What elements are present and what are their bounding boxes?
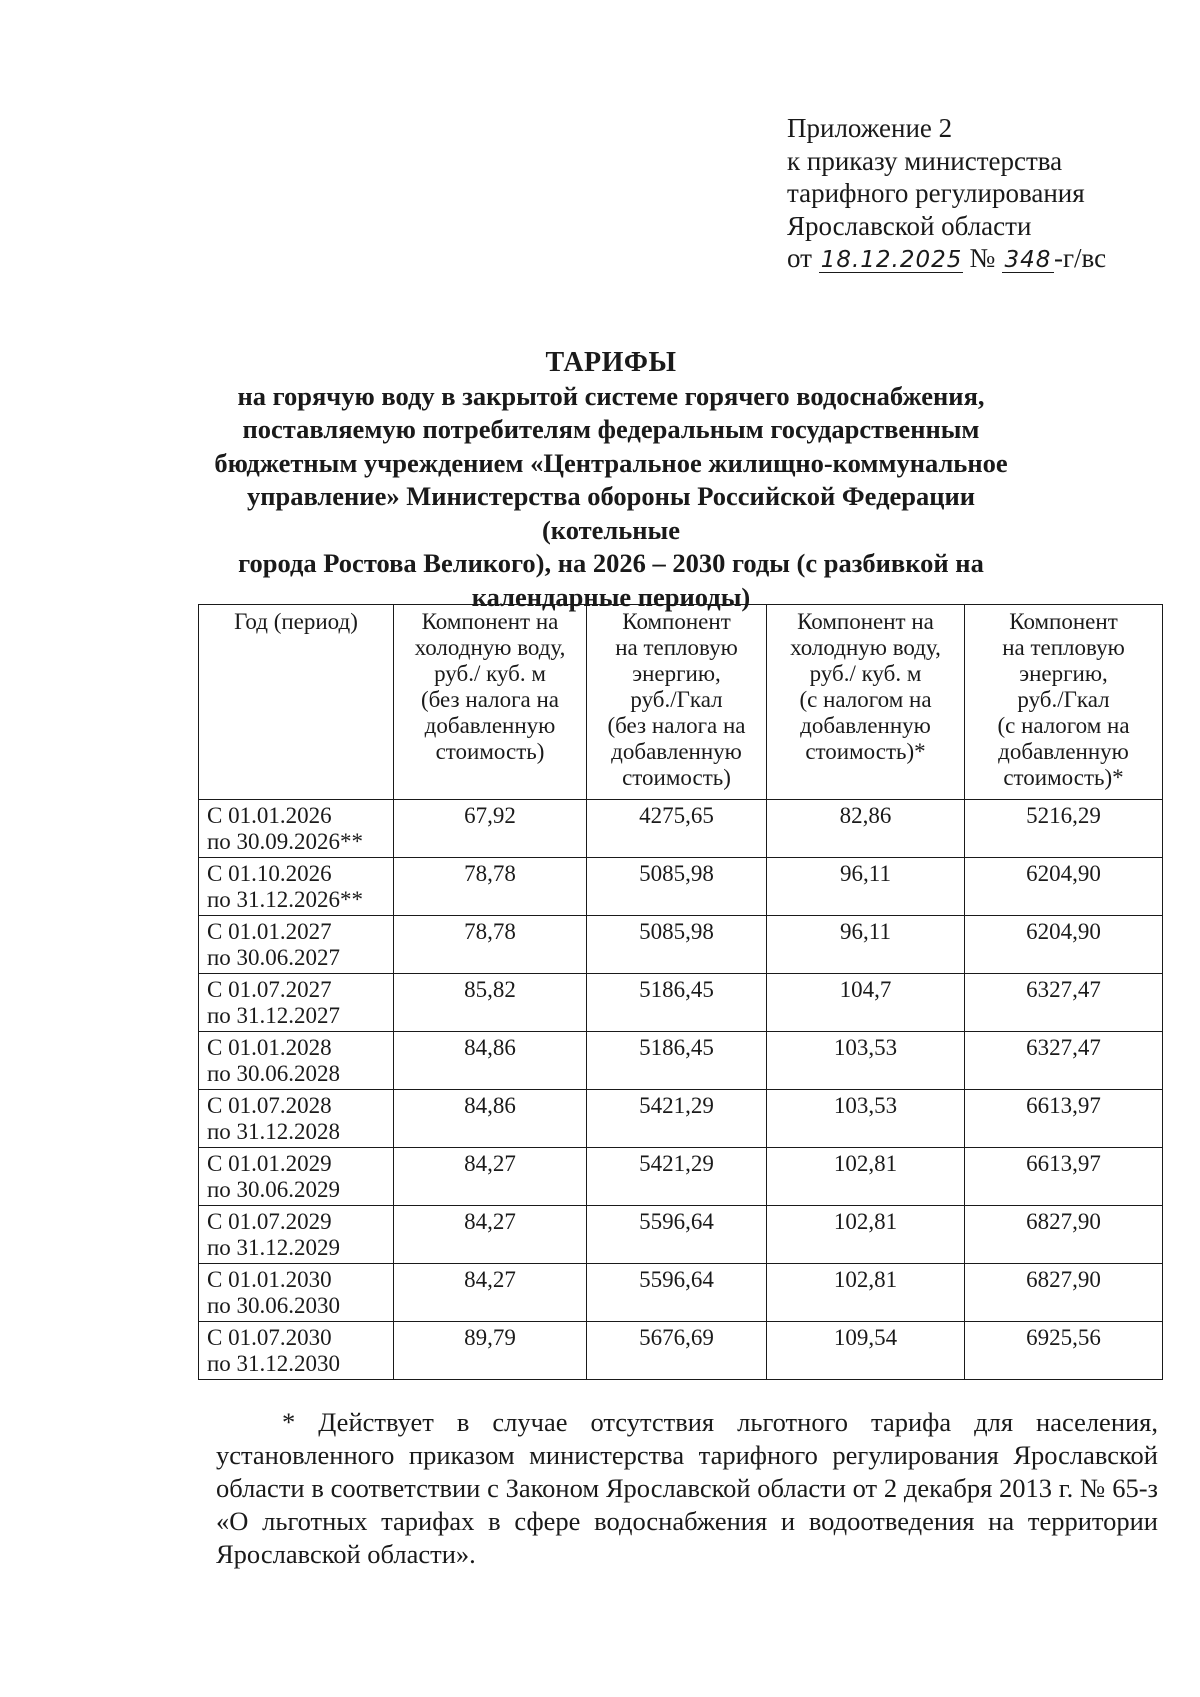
appendix-line: Приложение 2 <box>787 113 953 143</box>
period-cell <box>199 1264 394 1322</box>
value-cell: 89,79 <box>394 1322 587 1380</box>
period-from: С 01.10.2026 <box>207 861 332 886</box>
period-cell <box>199 1206 394 1264</box>
value-cell: 5676,69 <box>587 1322 767 1380</box>
from-label: от <box>787 243 812 273</box>
column-header-line: Компонент на <box>797 609 934 634</box>
table-row <box>199 974 1163 1032</box>
value-cell: 67,92 <box>394 800 587 858</box>
table-row <box>199 1032 1163 1090</box>
column-header-line: руб./ куб. м <box>809 661 922 686</box>
column-header-line: руб./Гкал <box>1017 687 1110 712</box>
value-cell: 84,27 <box>394 1148 587 1206</box>
period-to: по 31.12.2026** <box>207 887 364 912</box>
period-to: по 31.12.2028 <box>207 1119 341 1144</box>
value-cell: 6925,56 <box>965 1322 1163 1380</box>
handwritten-number: 348 <box>1002 248 1054 273</box>
title-line: города Ростова Великого), на 2026 – 2030 годы (с разбивкой на <box>238 548 984 578</box>
column-header-line: добавленную <box>611 739 742 764</box>
column-header-line: Год (период) <box>234 609 358 634</box>
column-header-line: Компонент на <box>421 609 559 634</box>
table-row <box>199 916 1163 974</box>
period-from: С 01.01.2030 <box>207 1267 332 1292</box>
period-from: С 01.07.2030 <box>207 1325 332 1350</box>
column-header-line: добавленную <box>800 713 931 738</box>
column-header-line: стоимость) <box>622 765 731 790</box>
value-cell: 6204,90 <box>965 916 1163 974</box>
handwritten-date: 18.12.2025 <box>820 247 963 273</box>
value-cell: 5596,64 <box>587 1206 767 1264</box>
value-cell: 5085,98 <box>587 858 767 916</box>
value-cell: 5216,29 <box>965 800 1163 858</box>
column-header-line: Компонент <box>1009 609 1118 634</box>
period-cell <box>199 1322 394 1380</box>
table-row <box>199 1206 1163 1264</box>
title-line: поставляемую потребителям федеральным государственным <box>242 414 980 444</box>
period-cell <box>199 858 394 916</box>
appendix-line: тарифного регулирования <box>787 178 1085 208</box>
appendix-line: Ярославской области <box>787 210 1032 241</box>
column-header-line: (с налогом на <box>799 687 932 712</box>
value-cell: 85,82 <box>394 974 587 1032</box>
column-header-line: Компонент <box>622 609 731 634</box>
column-header <box>965 605 1163 800</box>
appendix-line: к приказу министерства <box>787 145 1063 176</box>
value-cell: 104,7 <box>767 974 965 1032</box>
column-header-line: энергию, <box>632 661 721 686</box>
value-cell: 109,54 <box>767 1322 965 1380</box>
table-row <box>199 1148 1163 1206</box>
period-from: С 01.01.2027 <box>207 919 332 944</box>
title-line: бюджетным учреждением «Центральное жилищно-коммунальное <box>214 447 1008 478</box>
value-cell: 6827,90 <box>965 1264 1163 1322</box>
value-cell: 82,86 <box>767 800 965 858</box>
column-header-line: (без налога на <box>607 713 746 738</box>
value-cell: 84,27 <box>394 1264 587 1322</box>
period-to: по 31.12.2029 <box>207 1235 341 1260</box>
table-row <box>199 1264 1163 1322</box>
table-body <box>199 800 1163 1380</box>
value-cell: 5421,29 <box>587 1148 767 1206</box>
period-to: по 30.09.2026** <box>207 829 364 854</box>
value-cell: 6613,97 <box>965 1148 1163 1206</box>
value-cell: 6327,47 <box>965 974 1163 1032</box>
value-cell: 96,11 <box>767 916 965 974</box>
title-line: календарные периоды) <box>471 581 751 612</box>
column-header-line: стоимость)* <box>805 739 926 764</box>
value-cell: 5186,45 <box>587 1032 767 1090</box>
column-header-line: на тепловую <box>615 635 738 660</box>
period-cell <box>199 1032 394 1090</box>
value-cell: 102,81 <box>767 1148 965 1206</box>
column-header <box>394 605 587 800</box>
period-to: по 31.12.2027 <box>207 1003 341 1028</box>
period-from: С 01.07.2029 <box>207 1209 332 1234</box>
period-to: по 30.06.2027 <box>207 945 341 970</box>
table-header-row <box>199 605 1163 800</box>
order-suffix: -г/вс <box>1053 243 1107 273</box>
column-header-line: (с налогом на <box>997 713 1130 738</box>
period-cell <box>199 974 394 1032</box>
table-row <box>199 1322 1163 1380</box>
period-from: С 01.01.2028 <box>207 1035 332 1060</box>
value-cell: 4275,65 <box>587 800 767 858</box>
column-header-line: холодную воду, <box>790 635 941 660</box>
table-row <box>199 1090 1163 1148</box>
column-header-line: (без налога на <box>421 687 559 712</box>
column-header-line: стоимость) <box>435 739 545 764</box>
value-cell: 84,27 <box>394 1206 587 1264</box>
period-from: С 01.01.2029 <box>207 1151 332 1176</box>
period-to: по 30.06.2029 <box>207 1177 341 1202</box>
column-header <box>767 605 965 800</box>
title-main: ТАРИФЫ <box>545 347 677 378</box>
value-cell: 6827,90 <box>965 1206 1163 1264</box>
appendix-order-ref <box>787 242 1106 275</box>
value-cell: 84,86 <box>394 1032 587 1090</box>
value-cell: 78,78 <box>394 858 587 916</box>
value-cell: 103,53 <box>767 1032 965 1090</box>
value-cell: 103,53 <box>767 1090 965 1148</box>
period-from: С 01.01.2026 <box>207 803 332 828</box>
period-cell <box>199 1148 394 1206</box>
period-to: по 31.12.2030 <box>207 1351 341 1376</box>
period-cell <box>199 800 394 858</box>
title-line: на горячую воду в закрытой системе горячего водоснабжения, <box>237 380 985 411</box>
period-to: по 30.06.2030 <box>207 1293 341 1318</box>
column-header-line: руб./Гкал <box>630 687 723 712</box>
column-header-line: на тепловую <box>1002 635 1125 660</box>
column-header-line: руб./ куб. м <box>434 661 546 686</box>
footnote: * Действует в случае отсутствия льготного тарифа для населения, установленного приказом министерства тарифного регулирования Ярославской области в соответствии с Законом Ярославской области от 2 декабря 2013 г. № 65-з «О льготных тарифах в сфере водоснабжения и водоотведения на территории Ярославской области». <box>216 1407 1158 1569</box>
value-cell: 102,81 <box>767 1206 965 1264</box>
value-cell: 6204,90 <box>965 858 1163 916</box>
number-sign: № <box>969 243 996 273</box>
value-cell: 5421,29 <box>587 1090 767 1148</box>
document-title <box>180 346 1042 614</box>
tariffs-table <box>198 604 1163 1380</box>
column-header-line: холодную воду, <box>414 635 566 660</box>
column-header-line: добавленную <box>998 739 1129 764</box>
column-header-line: энергию, <box>1019 661 1108 686</box>
value-cell: 5596,64 <box>587 1264 767 1322</box>
value-cell: 96,11 <box>767 858 965 916</box>
column-header <box>587 605 767 800</box>
table-row <box>199 800 1163 858</box>
period-to: по 30.06.2028 <box>207 1061 341 1086</box>
column-header <box>199 605 394 800</box>
period-cell <box>199 916 394 974</box>
period-cell <box>199 1090 394 1148</box>
column-header-line: стоимость)* <box>1003 765 1124 790</box>
column-header-line: добавленную <box>424 713 556 738</box>
value-cell: 5186,45 <box>587 974 767 1032</box>
title-line: управление» Министерства обороны Российской Федерации (котельные <box>246 481 976 545</box>
value-cell: 102,81 <box>767 1264 965 1322</box>
period-from: С 01.07.2027 <box>207 977 332 1002</box>
value-cell: 5085,98 <box>587 916 767 974</box>
value-cell: 6613,97 <box>965 1090 1163 1148</box>
value-cell: 6327,47 <box>965 1032 1163 1090</box>
value-cell: 84,86 <box>394 1090 587 1148</box>
period-from: С 01.07.2028 <box>207 1093 332 1118</box>
appendix-header <box>787 112 1106 275</box>
table-row <box>199 858 1163 916</box>
value-cell: 78,78 <box>394 916 587 974</box>
